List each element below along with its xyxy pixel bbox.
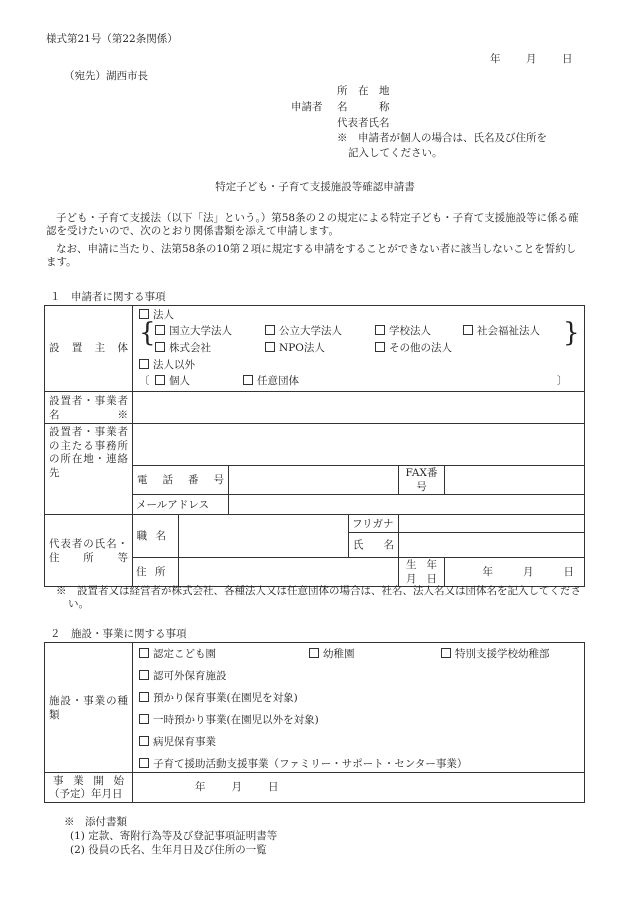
checkbox-icon	[139, 648, 149, 658]
checkbox-kabushiki[interactable]: 株式会社	[155, 341, 211, 355]
attachment-item-2: (2) 役員の氏名、生年月日及び住所の一覧	[70, 844, 267, 856]
left-brace-icon: {	[139, 318, 156, 348]
checkbox-non-houjin[interactable]: 法人以外	[139, 358, 195, 372]
applicant-table	[44, 305, 585, 587]
checkbox-ninkagai-hoiku[interactable]: 認可外保育施設	[139, 669, 227, 683]
rep-label: 代表者の氏名・住所等	[45, 515, 133, 587]
facility-table	[44, 642, 585, 803]
rep-address-field[interactable]	[179, 558, 399, 587]
attachment-item-1: (1) 定款、寄附行為等及び登記事項証明書等	[70, 830, 278, 842]
date-month: 月	[526, 53, 537, 65]
applicant-note-2: 記入してください。	[348, 147, 443, 159]
checkbox-ichiji-azukari[interactable]: 一時預かり事業(在園児以外を対象)	[139, 713, 319, 727]
checkbox-houjin[interactable]: 法人	[139, 308, 174, 322]
checkbox-byouji-hoiku[interactable]: 病児保育事業	[139, 735, 216, 749]
checkbox-icon	[375, 342, 385, 352]
date-year: 年	[490, 53, 501, 65]
checkbox-azukari-hoiku[interactable]: 預かり保育事業(在園児を対象)	[139, 691, 298, 705]
setter-name-label: 設置者・事業者名※	[45, 392, 133, 424]
start-date-field[interactable]: 年 月 日	[133, 773, 585, 803]
applicant-name-label: 名 称	[337, 101, 390, 113]
date-day: 日	[562, 53, 573, 65]
checkbox-icon	[265, 325, 275, 335]
email-field[interactable]	[229, 495, 585, 515]
setter-name-field[interactable]	[133, 392, 585, 424]
checkbox-npo[interactable]: NPO法人	[265, 341, 325, 355]
rep-title-field[interactable]	[179, 515, 349, 558]
furigana-field[interactable]	[399, 515, 585, 533]
applicant-rep-label: 代表者氏名	[337, 117, 390, 129]
checkbox-icon	[139, 670, 149, 680]
checkbox-youchien[interactable]: 幼稚園	[309, 647, 355, 661]
rep-address-label: 住所	[133, 558, 179, 587]
office-label: 設置者・事業者の主たる事務所の所在地・連絡先	[45, 424, 133, 515]
setup-entity-label: 設置主体	[45, 306, 133, 392]
attachments-heading: ※ 添付書類	[64, 816, 127, 828]
applicant-label: 申請者	[291, 101, 323, 113]
phone-field[interactable]	[229, 466, 399, 495]
start-date-label: 事業開始 （予定）年月日	[45, 773, 133, 803]
checkbox-national-univ[interactable]: 国立大学法人	[155, 324, 232, 338]
body-paragraph-2: なお、申請に当たり、法第58条の10第２項に規定する申請をすることができない者に該当しないことを誓約します。	[46, 243, 577, 268]
checkbox-icon	[155, 325, 165, 335]
rep-title-label: 職名	[133, 515, 179, 558]
checkbox-voluntary-group[interactable]: 任意団体	[243, 374, 299, 388]
rep-name-label: 氏名	[349, 533, 399, 558]
fax-field[interactable]	[445, 466, 585, 495]
applicant-note-1: ※ 申請者が個人の場合は、氏名及び住所を	[337, 132, 547, 144]
section-1-heading: １ 申請者に関する事項	[50, 291, 166, 303]
checkbox-icon	[309, 648, 319, 658]
checkbox-icon	[139, 692, 149, 702]
form-number: 様式第21号（第22条関係）	[46, 33, 178, 45]
checkbox-tokubetsu-shien[interactable]: 特別支援学校幼稚部	[441, 647, 550, 661]
body-paragraph-1: 子ども・子育て支援法（以下「法」という。）第58条の２の規定による特定子ども・子育て支援施設等に係る確認を受けたいので、次のとおり関係書類を添えて申請します。	[46, 212, 579, 237]
checkbox-icon	[139, 736, 149, 746]
office-address-field[interactable]	[133, 424, 585, 466]
birth-date-field[interactable]: 年 月 日	[445, 558, 585, 587]
checkbox-icon	[139, 714, 149, 724]
email-label: メールアドレス	[133, 495, 229, 515]
facility-type-options	[133, 643, 585, 773]
applicant-address-label: 所 在 地	[337, 85, 390, 97]
checkbox-family-support[interactable]: 子育て援助活動支援事業（ファミリー・サポート・センター事業）	[139, 757, 467, 771]
checkbox-icon	[265, 342, 275, 352]
section-2-heading: ２ 施設・事業に関する事項	[50, 628, 187, 640]
facility-type-label: 施設・事業の種類	[45, 643, 133, 773]
phone-label: 電話番号	[133, 466, 229, 495]
checkbox-icon	[155, 342, 165, 352]
section-1-note: ※ 設置者又は経営者が株式会社、各種法人又は任意団体の場合は、社名、法人名又は団体名を記入してください。	[56, 585, 581, 610]
checkbox-social-welfare[interactable]: 社会福祉法人	[463, 324, 540, 338]
birth-label: 生年 月日	[399, 558, 445, 587]
right-brace-icon: }	[563, 318, 580, 348]
checkbox-icon	[155, 375, 165, 385]
checkbox-icon	[139, 758, 149, 768]
checkbox-icon	[375, 325, 385, 335]
checkbox-nintei-kodomoen[interactable]: 認定こども園	[139, 647, 216, 661]
checkbox-icon	[139, 359, 149, 369]
rep-name-field[interactable]	[399, 533, 585, 558]
checkbox-public-univ[interactable]: 公立大学法人	[265, 324, 342, 338]
checkbox-individual[interactable]: 個人	[155, 374, 190, 388]
setup-entity-options	[133, 306, 585, 392]
addressee: （宛先）湖西市長	[64, 70, 148, 82]
checkbox-icon	[243, 375, 253, 385]
right-bracket-icon: 〕	[557, 375, 568, 387]
fax-label: FAX番号	[399, 466, 445, 495]
document-title: 特定子ども・子育て支援施設等確認申請書	[215, 181, 415, 193]
checkbox-other-corp[interactable]: その他の法人	[375, 341, 452, 355]
left-bracket-icon: 〔	[139, 375, 150, 387]
checkbox-school-corp[interactable]: 学校法人	[375, 324, 431, 338]
checkbox-icon	[441, 648, 451, 658]
checkbox-icon	[463, 325, 473, 335]
furigana-label: フリガナ	[349, 515, 399, 533]
